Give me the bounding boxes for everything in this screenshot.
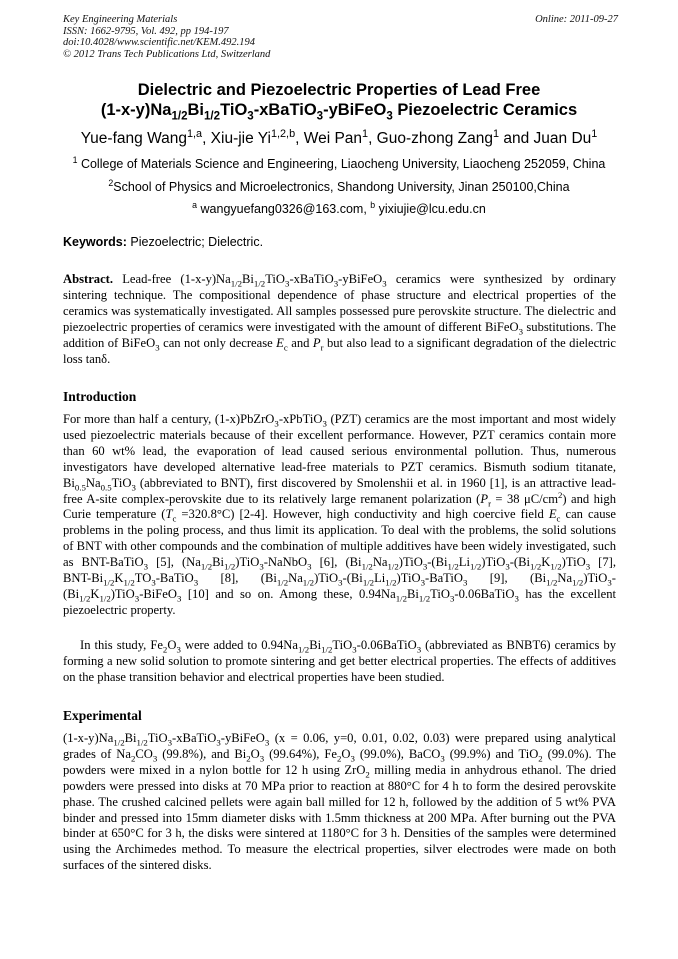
experimental-paragraph: $(1-x-y)Na_{1/2}Bi_{1/2}TiO_3-xBaTiO_3-yBiFeO_3$ (x = 0.06, y=0, 0.01, 0.02, 0.03) were prepared using analytical grades of $Na_2CO_3$ (99.8%), and $Bi_2O_3$ (99.64%), $Fe_2O_3$ (99.0%), BaCO$_3$ (99.9%) and TiO$_2$ (99.0%). The powders were mixed in a nylon bottle for 12 h using ZrO$_2$ milling media in anhydrous ethanol. The dried powders were pressed into disks at 70 MPa prior to reaction at 880°C for 4 h to form the desired perovskite phase. The crushed calcined pellets were again ball milled for 12 h, followed by the addition of 5 wt% PVA binder and pressed into 15mm diameter disks with 1.5mm thickness at 200 MPa. After burning out the PVA binder at 650°C for 3 h, the disks were sintered at 1180°C for 3 h. Densities of the samples were determined using the Archimedes method. To measure the electrical properties, silver electrodes were made on both surfaces of the sintered disks. [63, 731, 617, 873]
doi-line: doi:10.4028/www.scientific.net/KEM.492.194 [63, 37, 255, 48]
journal-header [63, 14, 618, 60]
affiliation-1: $^1$ College of Materials Science and Engineering, Liaocheng University, Liaocheng 252059, China [72, 154, 606, 171]
author-emails: $^a$ wangyuefang0326@163.com, $^b$ yixiujie@lcu.edu.cn [192, 199, 486, 216]
abstract-paragraph: Abstract. Lead-free $(1-x-y)Na_{1/2}Bi_{1/2}TiO_3-xBaTiO_3-yBiFeO_3$ ceramics were synthesized by ordinary sintering technique. The compositional dependence of phase structure and electrical properties of the ceramics was systematically investigated. All samples possessed pure perovskite structure. The dielectric and piezoelectric properties of ceramics were investigated with the amount of different BiFeO$_3$ substitutions. The addition of BiFeO$_3$ can not only decrease $E_c$ and $P_r$ but also lead to a significant degradation of the dielectric loss tanδ. [63, 272, 617, 366]
copyright-line: © 2012 Trans Tech Publications Ltd, Switzerland [63, 48, 271, 60]
introduction-paragraph-1: For more than half a century, (1-x)PbZrO$_3$-xPbTiO$_3$ (PZT) ceramics are the most important and most widely used piezoelectric materials because of their excellent performance. However, PZT ceramics contain more than 60 wt% lead, the evaporation of lead caused serious environmental pollution. Thus, numerous investigators have developed alternative lead-free materials to PZT ceramics. Bismuth sodium titanate, $Bi_{0.5}Na_{0.5}TiO_3$ (abbreviated to BNT), first discovered by Smolenshii et al. in 1960 [1], is an attractive lead-free A-site complex-perovskite due to its relatively large remanent polarization ($P_r = 38$ $\mu C/cm^2$) and high Curie temperature $(T_c =320.8^\circ C)$ [2-4]. However, high conductivity and high coercive field $E_c$ can cause problems in the poling process, and thus limit its application. To deal with the problems, the solid solutions of BNT with other compounds and the combination of multiple additives have been widely investigated, such as BNT-BaTiO$_3$ [5], $(Na_{1/2}Bi_{1/2})TiO_3-NaNbO_3$ [6], $(Bi_{1/2}Na_{1/2})TiO_3-(Bi_{1/2}Li_{1/2})TiO_3-(Bi_{1/2}K_{1/2})TiO_3$ [7], BNT-$Bi_{1/2}K_{1/2}TO_3-BaTiO_3$ [8], $(Bi_{1/2}Na_{1/2})TiO_3-(Bi_{1/2}Li_{1/2})TiO_3-BaTiO_3$ [9], $(Bi_{1/2}Na_{1/2})TiO_3-(Bi_{1/2}K_{1/2})TiO_3-BiFeO_3$ [10] and so on. Among these, $0.94Na_{1/2}Bi_{1/2}TiO_3-0.06BaTiO_3$ has the excellent piezoelectric property. [63, 412, 616, 617]
paper-title-line-1: Dielectric and Piezoelectric Properties of Lead Free [137, 81, 541, 99]
section-heading-experimental: Experimental [63, 708, 142, 723]
affiliation-2: $^2$School of Physics and Microelectronics, Shandong University, Jinan 250100,China [108, 177, 570, 194]
keywords: Keywords: Piezoelectric; Dielectric. [63, 235, 264, 249]
journal-name: Key Engineering Materials [63, 14, 178, 25]
online-date: Online: 2011-09-27 [535, 14, 618, 25]
paper-title-line-2: $(1-x-y)Na_{1/2}Bi_{1/2}TiO_3-xBaTiO_3-yBiFeO_3$ Piezoelectric Ceramics [100, 101, 578, 123]
section-heading-introduction: Introduction [63, 389, 137, 404]
issn-line: ISSN: 1662-9795, Vol. 492, pp 194-197 [63, 25, 229, 37]
introduction-paragraph-2: In this study, $Fe_2O_3$ were added to $0.94Na_{1/2}Bi_{1/2}TiO_3-0.06BaTiO_3$ (abbreviated as BNBT6) ceramics by forming a new solid solution to promote sintering and get better electrical properties. The effects of additives on the phase transition behavior and electrical properties have been studied. [63, 638, 616, 684]
author-list: Yue-fang Wang$^{1,a}$, Xiu-jie Yi$^{1,2,b}$, Wei Pan$^1$, Guo-zhong Zang$^1$ and Juan Du$^1$ [80, 127, 598, 147]
